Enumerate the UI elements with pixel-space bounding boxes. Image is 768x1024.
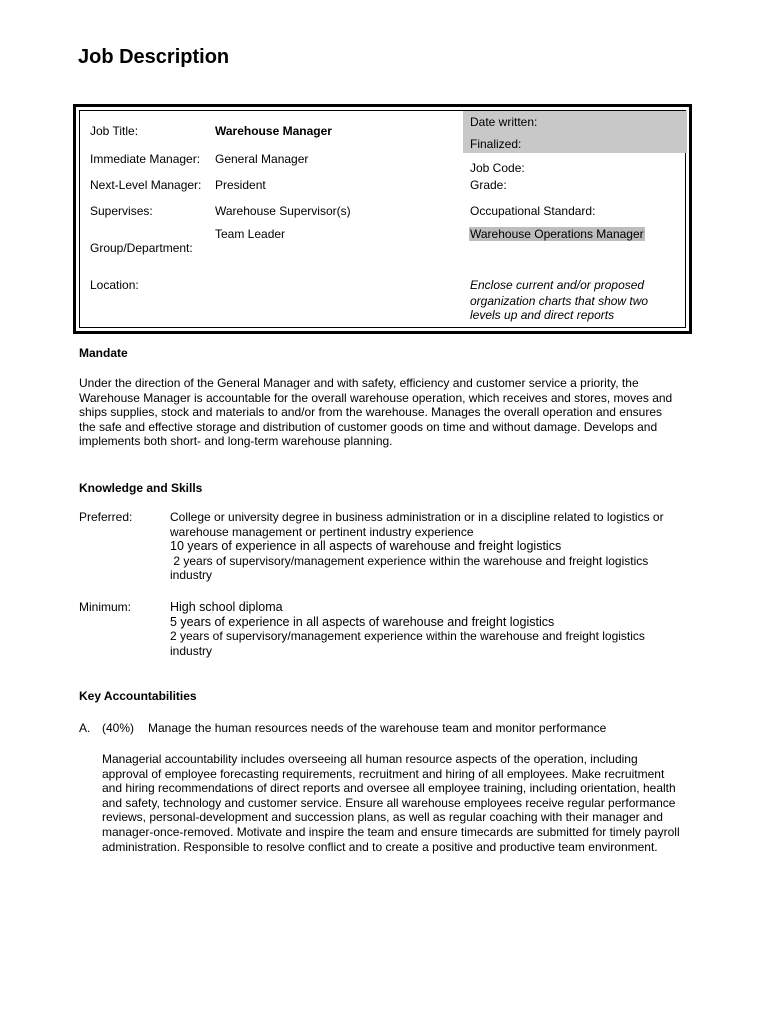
mandate-line: Under the direction of the General Manager and with safety, efficiency and customer service a priority, the — [79, 376, 639, 390]
location-label: Location: — [90, 278, 139, 292]
next-level-manager-value: President — [215, 178, 266, 192]
mandate-line: ships supplies, stock and materials to and/or from the warehouse. Manages the overall operation and ensures — [79, 405, 662, 420]
org-chart-note-line: levels up and direct reports — [470, 308, 615, 322]
preferred-line: College or university degree in business administration or in a discipline related to logistics or — [170, 510, 664, 524]
immediate-manager-label: Immediate Manager: — [90, 152, 201, 166]
job-title-label: Job Title: — [90, 124, 139, 138]
preferred-line: 10 years of experience in all aspects of warehouse and freight logistics — [170, 539, 562, 554]
minimum-line: High school diploma — [170, 600, 283, 614]
job-title-value: Warehouse Manager — [215, 124, 332, 138]
accountability-line: administration. Responsible to resolve conflict and to create a positive and productive team environment. — [102, 839, 658, 854]
grade-label: Grade: — [470, 178, 507, 192]
preferred-line: warehouse management or pertinent industry experience — [170, 524, 474, 539]
group-department-label: Group/Department: — [90, 241, 193, 255]
org-chart-note-line: Enclose current and/or proposed — [470, 278, 645, 292]
preferred-requirements — [170, 510, 664, 583]
accountability-line: Managerial accountability includes overseeing all human resource aspects of the operation, including — [102, 752, 638, 766]
immediate-manager-value: General Manager — [215, 152, 309, 166]
mandate-line: implements both short- and long-term warehouse planning. — [79, 434, 393, 449]
minimum-line: 5 years of experience in all aspects of warehouse and freight logistics — [170, 614, 555, 629]
supervises-label: Supervises: — [90, 204, 153, 218]
preferred-line: industry — [170, 568, 213, 583]
accountability-title: Manage the human resources needs of the warehouse team and monitor performance — [148, 721, 607, 735]
occupational-standard-value: Warehouse Operations Manager — [470, 227, 644, 241]
next-level-manager-label: Next-Level Manager: — [90, 178, 202, 192]
accountabilities-heading: Key Accountabilities — [79, 689, 197, 703]
supervises-value-2: Team Leader — [215, 227, 286, 241]
preferred-line: 2 years of supervisory/management experience within the warehouse and freight logistics — [170, 553, 649, 568]
accountability-line: approval of employee forecasting requirements, recruitment and hiring of all employees. Make recruitment — [102, 766, 665, 781]
minimum-line: industry — [170, 643, 213, 658]
mandate-paragraph — [79, 376, 672, 449]
finalized-label: Finalized: — [470, 137, 522, 151]
accountability-paragraph — [102, 752, 680, 854]
document-title: Job Description — [78, 46, 230, 68]
supervises-value-1: Warehouse Supervisor(s) — [215, 204, 351, 218]
org-chart-note-line: organization charts that show two — [470, 294, 649, 308]
accountability-line: and hiring recommendations of direct reports and oversee all employee training, including orientation, health — [102, 781, 676, 796]
occupational-standard-label: Occupational Standard: — [470, 204, 596, 218]
job-code-label: Job Code: — [470, 161, 525, 175]
preferred-label: Preferred: — [79, 510, 133, 524]
mandate-heading: Mandate — [79, 346, 128, 360]
mandate-line: Warehouse Manager is accountable for the overall warehouse operation, which receives and stores, moves and — [79, 390, 673, 405]
accountability-percent: (40%) — [102, 721, 135, 735]
knowledge-heading: Knowledge and Skills — [79, 481, 203, 495]
date-written-label: Date written: — [470, 115, 538, 129]
minimum-line: 2 years of supervisory/management experience within the warehouse and freight logistics — [170, 629, 645, 644]
accountability-line: and safety, technology and customer service. Ensure all warehouse employees receive regular performance — [102, 795, 676, 810]
accountability-line: manager-once-removed. Motivate and inspire the team and ensure timecards are submitted for timely payroll — [102, 824, 680, 839]
minimum-label: Minimum: — [79, 600, 132, 614]
minimum-requirements — [170, 600, 645, 658]
accountability-line: reviews, personal-development and succession plans, as well as regular coaching with their manager and — [102, 810, 663, 825]
accountability-letter: A. — [79, 721, 91, 735]
mandate-line: the safe and effective storage and distribution of customer goods on time and without damage. Develops and — [79, 419, 658, 434]
